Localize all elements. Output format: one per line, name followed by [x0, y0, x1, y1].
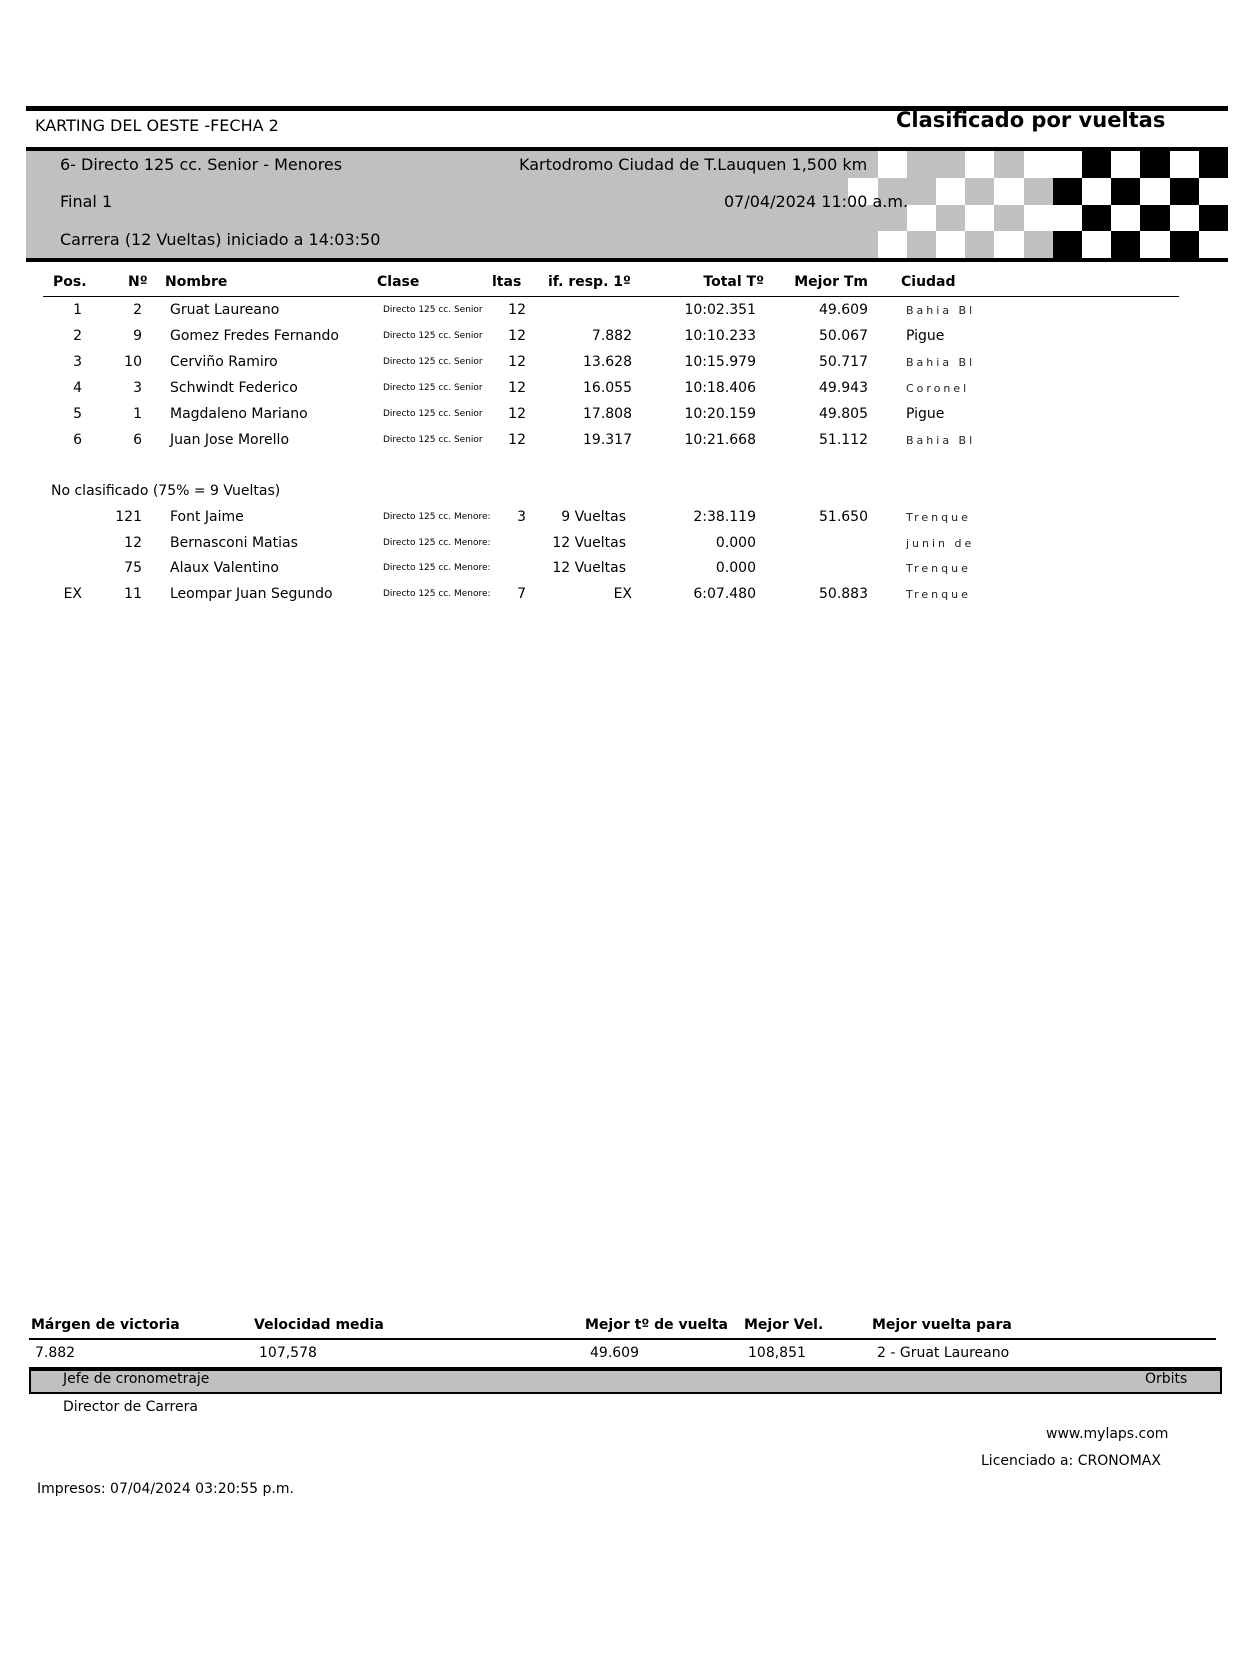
row-diff: 16.055 — [583, 380, 632, 396]
row-class: Directo 125 cc. Menore: — [383, 537, 491, 548]
orbits-label: Orbits — [1145, 1371, 1188, 1387]
summary-margin-header: Márgen de victoria — [31, 1317, 180, 1333]
row-laps: 12 — [508, 302, 526, 318]
row-total: 10:18.406 — [684, 380, 756, 396]
race-info: Carrera (12 Vueltas) iniciado a 14:03:50 — [60, 230, 381, 249]
col-city: Ciudad — [901, 274, 956, 290]
col-pos: Pos. — [53, 274, 87, 290]
checker-square — [907, 178, 936, 205]
col-diff: if. resp. 1º — [548, 274, 631, 290]
circuit: Kartodromo Ciudad de T.Lauquen 1,500 km — [519, 155, 868, 174]
checker-square — [1082, 231, 1111, 258]
row-diff: 13.628 — [583, 354, 632, 370]
summary-best-speed-header: Mejor Vel. — [744, 1317, 824, 1333]
row-city: Pigue — [906, 406, 945, 422]
checker-square — [965, 205, 994, 232]
row-number: 2 — [133, 302, 142, 318]
checker-square — [1111, 205, 1140, 232]
row-diff: EX — [613, 586, 632, 603]
checker-square — [1053, 151, 1082, 178]
row-diff: 12 Vueltas — [552, 534, 626, 551]
row-total: 0.000 — [715, 560, 756, 577]
checker-square — [1111, 231, 1140, 258]
checker-square — [907, 231, 936, 258]
row-city: Bahia Bl — [906, 356, 976, 369]
row-name: Bernasconi Matias — [170, 534, 298, 551]
row-number: 10 — [124, 354, 142, 370]
checker-square — [1024, 205, 1053, 232]
row-best: 51.112 — [819, 432, 868, 448]
row-city: Trenque — [906, 562, 971, 576]
row-city: Trenque — [906, 588, 971, 602]
row-best: 51.650 — [819, 509, 868, 525]
band-bottom-rule — [26, 258, 1228, 262]
row-number: 3 — [133, 380, 142, 396]
checker-square — [1082, 178, 1111, 205]
summary-rule — [29, 1338, 1216, 1340]
summary-avg-speed-header: Velocidad media — [254, 1317, 384, 1333]
checker-square — [1053, 231, 1082, 258]
col-total: Total Tº — [703, 274, 764, 290]
row-diff: 9 Vueltas — [561, 509, 626, 525]
event-title: KARTING DEL OESTE -FECHA 2 — [35, 116, 279, 135]
summary-best-speed: 108,851 — [748, 1345, 806, 1361]
checker-square — [790, 231, 819, 258]
row-laps: 3 — [517, 509, 526, 525]
checker-square — [965, 231, 994, 258]
checker-square — [1053, 205, 1082, 232]
col-num: Nº — [128, 274, 148, 290]
row-city: Coronel — [906, 382, 970, 395]
checker-square — [1140, 205, 1169, 232]
row-laps: 12 — [508, 406, 526, 422]
col-best: Mejor Tm — [794, 274, 868, 290]
row-pos: EX — [63, 586, 82, 603]
row-city: Bahia Bl — [906, 304, 976, 317]
header-underline — [43, 296, 1179, 297]
row-number: 11 — [124, 586, 142, 603]
session: Final 1 — [60, 192, 113, 211]
checker-square — [907, 151, 936, 178]
checker-square — [1024, 178, 1053, 205]
checker-square — [878, 151, 907, 178]
checker-square — [1111, 151, 1140, 178]
row-total: 2:38.119 — [693, 509, 756, 525]
checker-square — [878, 231, 907, 258]
row-number: 1 — [133, 406, 142, 422]
row-name: Alaux Valentino — [170, 560, 279, 577]
checker-square — [1082, 151, 1111, 178]
row-name: Juan Jose Morello — [170, 432, 290, 448]
row-total: 10:02.351 — [684, 302, 756, 318]
row-total: 10:15.979 — [684, 354, 756, 370]
row-city: Pigue — [906, 328, 945, 344]
row-laps: 12 — [508, 328, 526, 344]
row-diff: 19.317 — [583, 432, 632, 448]
checker-square — [1111, 178, 1140, 205]
checker-square — [965, 151, 994, 178]
row-number: 121 — [115, 509, 142, 525]
checker-square — [994, 178, 1023, 205]
checker-square — [1170, 231, 1199, 258]
checker-square — [1199, 205, 1228, 232]
row-name: Leompar Juan Segundo — [170, 586, 333, 603]
row-diff: 17.808 — [583, 406, 632, 422]
checker-square — [1199, 151, 1228, 178]
row-number: 75 — [124, 560, 142, 577]
row-class: Directo 125 cc. Senior — [383, 409, 483, 419]
row-best: 49.609 — [819, 302, 868, 318]
checker-square — [1053, 178, 1082, 205]
checker-square — [1199, 178, 1228, 205]
checker-square — [819, 231, 848, 258]
checker-square — [1024, 151, 1053, 178]
row-total: 6:07.480 — [693, 586, 756, 603]
row-class: Directo 125 cc. Menore: — [383, 589, 491, 600]
row-pos: 4 — [73, 380, 82, 396]
checker-square — [936, 151, 965, 178]
row-class: Directo 125 cc. Senior — [383, 331, 483, 341]
col-laps: ltas — [492, 274, 522, 290]
checker-square — [1140, 151, 1169, 178]
not-classified-label: No clasificado (75% = 9 Vueltas) — [51, 483, 281, 499]
row-total: 0.000 — [715, 534, 756, 551]
checker-square — [1170, 205, 1199, 232]
row-total: 10:20.159 — [684, 406, 756, 422]
row-laps: 12 — [508, 380, 526, 396]
checker-square — [1170, 178, 1199, 205]
summary-avg-speed: 107,578 — [259, 1345, 317, 1361]
checker-square — [1140, 231, 1169, 258]
checker-square — [1170, 151, 1199, 178]
checker-square — [848, 231, 877, 258]
checker-square — [1024, 231, 1053, 258]
website: www.mylaps.com — [1046, 1426, 1169, 1442]
checker-square — [936, 205, 965, 232]
checker-square — [936, 231, 965, 258]
row-total: 10:21.668 — [684, 432, 756, 448]
row-diff: 7.882 — [591, 328, 632, 344]
row-best: 49.805 — [819, 406, 868, 422]
row-name: Font Jaime — [170, 509, 244, 525]
row-laps: 12 — [508, 354, 526, 370]
row-pos: 5 — [73, 406, 82, 422]
row-name: Schwindt Federico — [170, 380, 298, 396]
row-city: Trenque — [906, 511, 971, 524]
col-name: Nombre — [165, 274, 228, 290]
checker-square — [965, 178, 994, 205]
row-total: 10:10.233 — [684, 328, 756, 344]
checker-square — [994, 231, 1023, 258]
summary-best-lap: 49.609 — [590, 1345, 639, 1361]
row-number: 9 — [133, 328, 142, 344]
row-laps: 7 — [517, 586, 526, 603]
summary-margin: 7.882 — [35, 1345, 76, 1361]
checker-square — [936, 178, 965, 205]
report-title: Clasificado por vueltas — [896, 108, 1166, 132]
row-city: junin de — [906, 536, 975, 550]
summary-best-lap-by: 2 - Gruat Laureano — [877, 1345, 1010, 1361]
timing-chief: Jefe de cronometraje — [63, 1371, 210, 1387]
row-city: Bahia Bl — [906, 434, 976, 447]
checker-square — [1082, 205, 1111, 232]
race-director: Director de Carrera — [63, 1399, 198, 1415]
row-pos: 2 — [73, 328, 82, 344]
row-class: Directo 125 cc. Senior — [383, 305, 483, 315]
row-class: Directo 125 cc. Menore: — [383, 563, 491, 574]
row-pos: 6 — [73, 432, 82, 448]
row-pos: 1 — [73, 302, 82, 318]
row-name: Gruat Laureano — [170, 302, 280, 318]
checker-square — [1199, 231, 1228, 258]
row-number: 6 — [133, 432, 142, 448]
row-laps: 12 — [508, 432, 526, 448]
checker-square — [907, 205, 936, 232]
row-name: Magdaleno Mariano — [170, 406, 308, 422]
row-class: Directo 125 cc. Menore: — [383, 512, 491, 522]
row-class: Directo 125 cc. Senior — [383, 357, 483, 367]
row-name: Gomez Fredes Fernando — [170, 328, 339, 344]
checker-square — [1140, 178, 1169, 205]
category: 6- Directo 125 cc. Senior - Menores — [60, 155, 343, 174]
row-best: 50.883 — [819, 586, 868, 603]
checker-square — [994, 205, 1023, 232]
row-best: 50.067 — [819, 328, 868, 344]
row-best: 49.943 — [819, 380, 868, 396]
session-datetime: 07/04/2024 11:00 a.m. — [724, 192, 909, 211]
summary-best-lap-by-header: Mejor vuelta para — [872, 1317, 1012, 1333]
printed-date: Impresos: 07/04/2024 03:20:55 p.m. — [37, 1481, 294, 1497]
checker-square — [994, 151, 1023, 178]
row-name: Cerviño Ramiro — [170, 354, 278, 370]
row-class: Directo 125 cc. Senior — [383, 383, 483, 393]
row-number: 12 — [124, 534, 142, 551]
licensed-to: Licenciado a: CRONOMAX — [981, 1453, 1161, 1469]
row-diff: 12 Vueltas — [552, 560, 626, 577]
col-class: Clase — [377, 274, 420, 290]
row-pos: 3 — [73, 354, 82, 370]
row-class: Directo 125 cc. Senior — [383, 435, 483, 445]
row-best: 50.717 — [819, 354, 868, 370]
summary-best-lap-header: Mejor tº de vuelta — [585, 1317, 729, 1333]
